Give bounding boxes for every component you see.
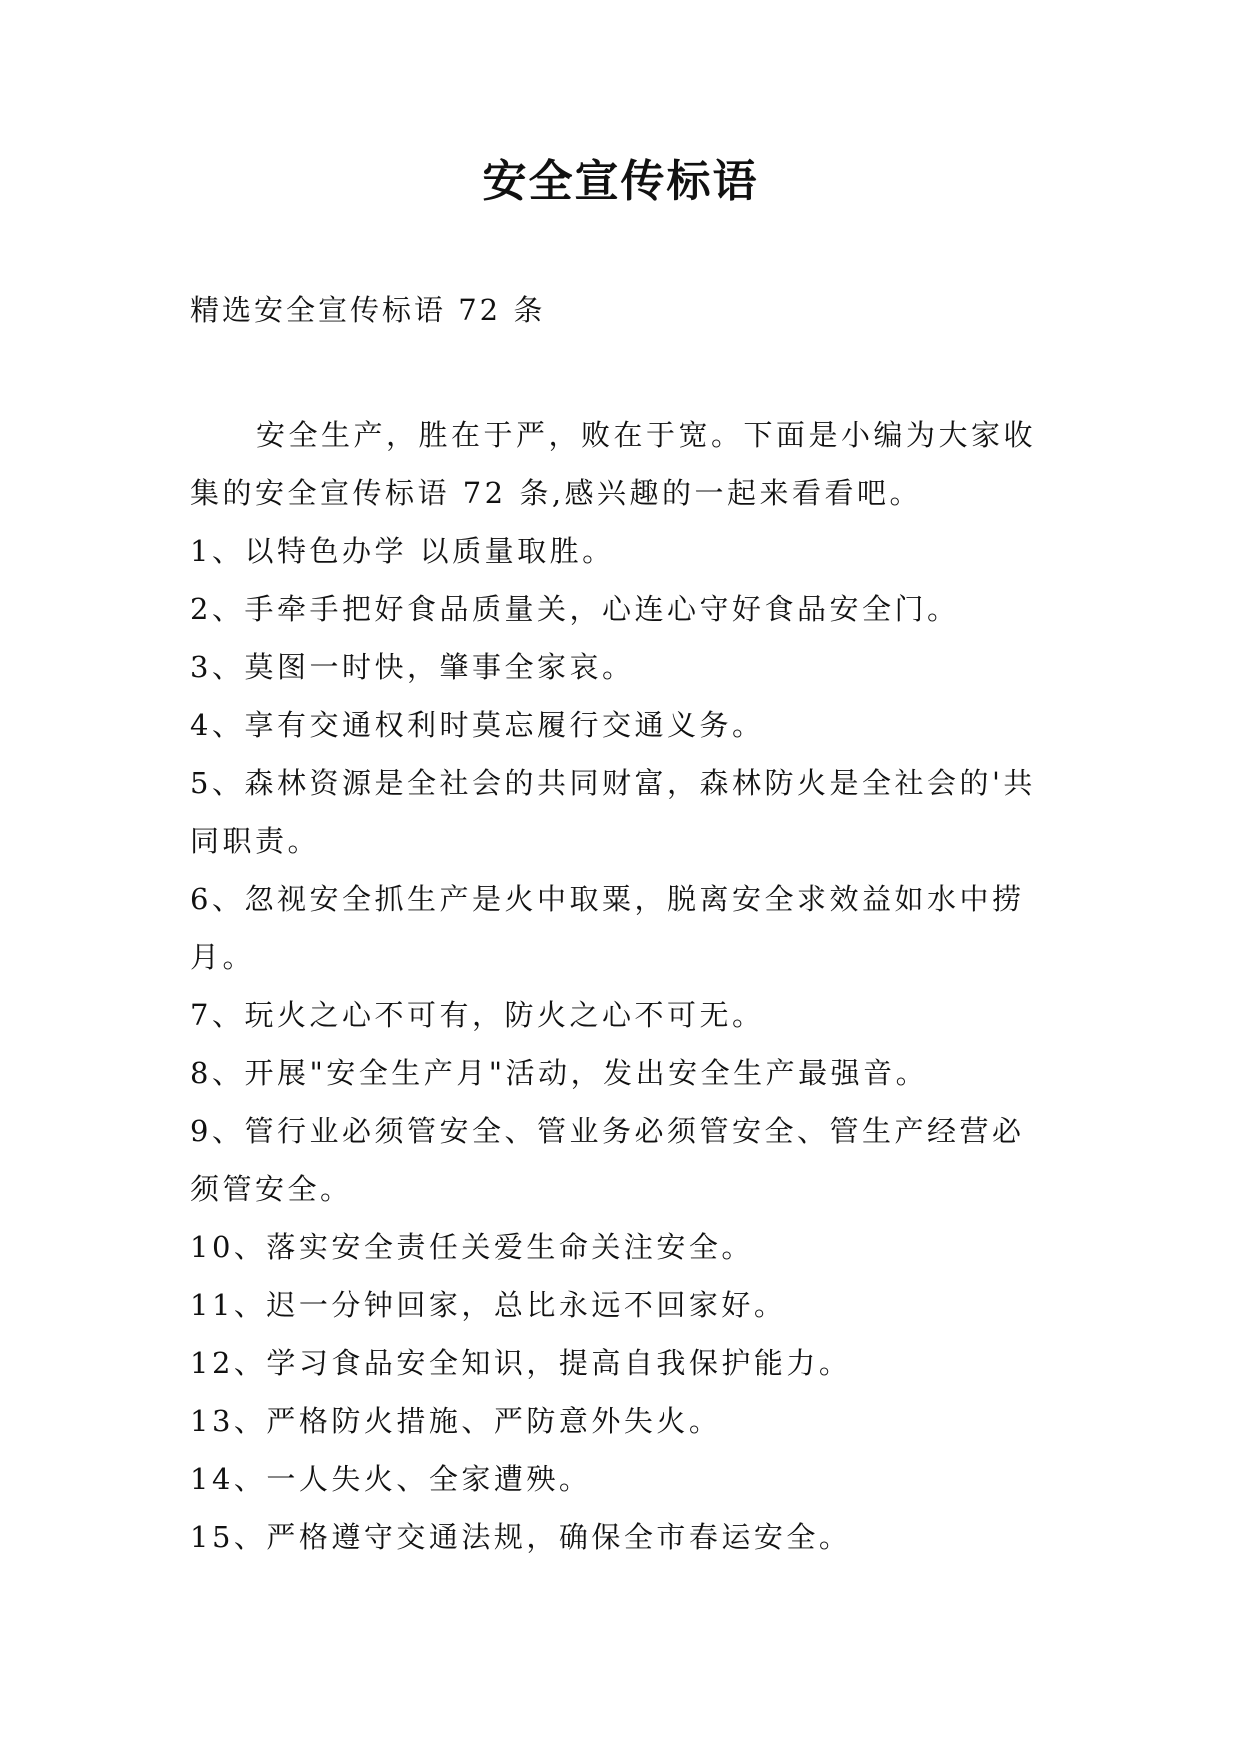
slogan-item-11: 11、迟一分钟回家，总比永远不回家好。 bbox=[190, 1288, 787, 1322]
document-body bbox=[190, 406, 1052, 1566]
slogan-item-5: 5、森林资源是全社会的共同财富，森林防火是全社会的'共同职责。 bbox=[190, 766, 1036, 858]
slogan-item-10: 10、落实安全责任关爱生命关注安全。 bbox=[190, 1230, 754, 1264]
slogan-item-14: 14、一人失火、全家遭殃。 bbox=[190, 1462, 592, 1496]
page-title: 安全宣传标语 bbox=[482, 156, 759, 207]
slogan-item-13: 13、严格防火措施、严防意外失火。 bbox=[190, 1404, 722, 1438]
slogan-item-7: 7、玩火之心不可有，防火之心不可无。 bbox=[190, 998, 765, 1032]
slogan-item-4: 4、享有交通权利时莫忘履行交通义务。 bbox=[190, 708, 765, 742]
slogan-item-2: 2、手牵手把好食品质量关，心连心守好食品安全门。 bbox=[190, 592, 960, 626]
slogan-item-15: 15、严格遵守交通法规，确保全市春运安全。 bbox=[190, 1520, 852, 1554]
slogan-item-3: 3、莫图一时快，肇事全家哀。 bbox=[190, 650, 635, 684]
slogan-item-12: 12、学习食品安全知识，提高自我保护能力。 bbox=[190, 1346, 852, 1380]
document-subtitle: 精选安全宣传标语 72 条 bbox=[190, 293, 546, 327]
intro-paragraph: 安全生产，胜在于严，败在于宽。下面是小编为大家收集的安全宣传标语 72 条,感兴趣的一起来看看吧。 bbox=[190, 418, 1037, 510]
slogan-item-8: 8、开展"安全生产月"活动，发出安全生产最强音。 bbox=[190, 1056, 929, 1090]
slogan-item-6: 6、忽视安全抓生产是火中取粟，脱离安全求效益如水中捞月。 bbox=[190, 882, 1025, 974]
slogan-item-9: 9、管行业必须管安全、管业务必须管安全、管生产经营必须管安全。 bbox=[190, 1114, 1025, 1206]
slogan-item-1: 1、以特色办学 以质量取胜。 bbox=[190, 534, 615, 568]
